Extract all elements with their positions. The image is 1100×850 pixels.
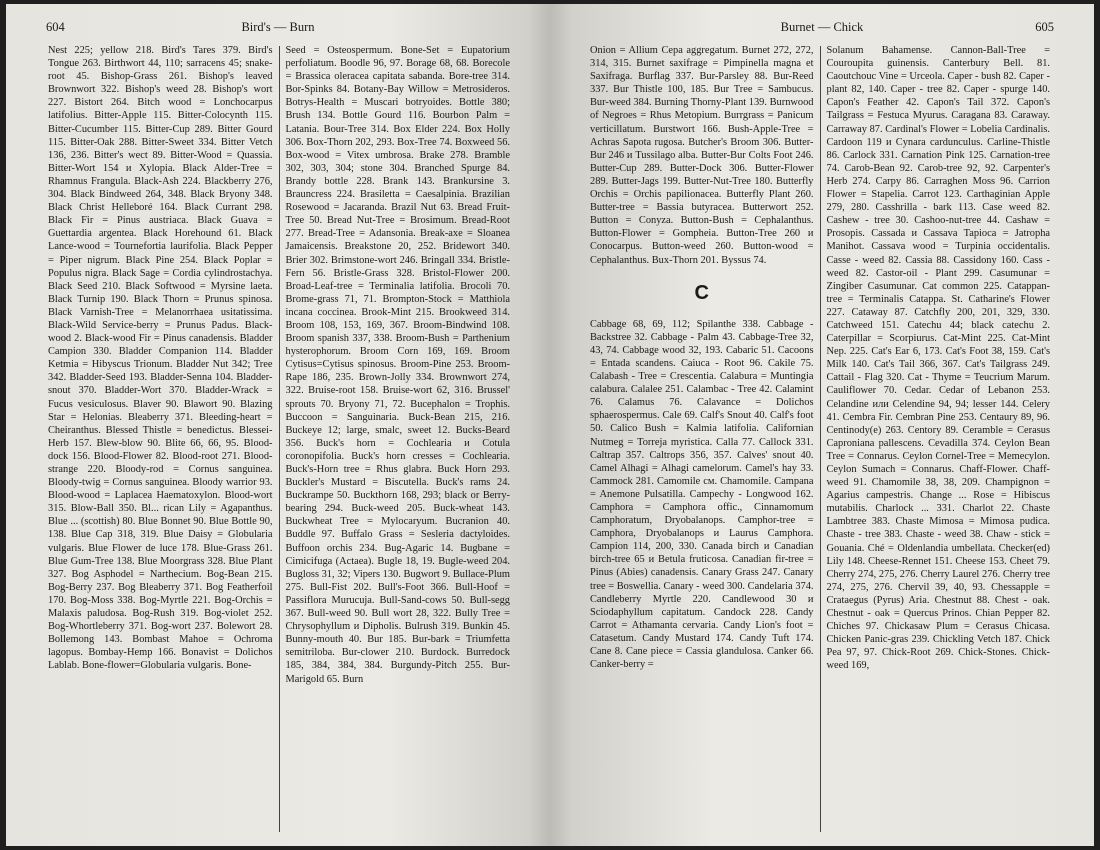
text-column: Seed = Osteospermum. Bone-Set = Eupatorium perfoliatum. Boodle 96, 97. Borage 68, 68. Borecole = Brassica oleracea capitata sabanda. Bore-tree 314. Bor-Spinks 84. Botany-Bay Willow = Metrosideros. Botrys-Health = Muscari botryoides. Bottle 380; Brush 134. Bottle Gourd 116. Bourbon Palm = Latania. Bour-Tree 314. Box Elder 224. Box Holly 306. Box-Thorn 202, 293. Box-Tree 74. Boxweed 56. Box-wood = Vitex umbrosa. Brake 278. Bramble 302, 303, 304; stone 304. Branched Spurge 84. Brandy bottle 228. Brank 143. Brankursine 3. Brauncress 224. Brasiletta = Caesalpinia. Brazilian Rosewood = Jacaranda. Brazil Nut 63. Bread Fruit-Tree 50. Bread Nut-Tree = Brosimum. Bread-Root 277. Bread-Tree = Adansonia. Break-axe = Sloanea Jamaicensis. Breakstone 20, 252. Bridewort 340. Brier 302. Brimstone-wort 246. Bringall 334. Bristle-Fern 56. Bristle-Grass 328. Bristol-Flower 200. Broad-Leaf-tree = Terminalia latifolia. Brocoli 70. Brome-grass 71, 71. Brompton-Stock = Matthiola incana coccinea. Brook-Mint 215. Brookweed 314. Broom 108, 153, 169, 367. Broom-Bindwind 108. Broom spanish 337, 338. Broom-Bush = Parthenium hysterophorum. Broom Corn 169, 169. Broom Cytisus=Cytisus spinosus. Broom-Pine 253. Broom-Rape 186, 235. Brown-Jolly 334. Brownwort 274, 322. Bruise-root 158. Bruise-wort 62, 316. Brussel' sprouts 70. Bryony 71, 72. Bucephalon = Trophis. Buccoon = Sanguinaria. Buck-Bean 215, 216. Buckeye 12; large, smalc, sweet 12. Bucks-Beard 356. Buck's horn = Cochlearia и Cotula coronopifolia. Buck's horn cresses = Cochlearia. Buck's-Horn tree = Rhus glabra. Buck Horn 293. Buckler's Mustard = Biscutella. Buck's rams 24. Buckrampe 50. Buckthorn 168, 293; black or Berry-bearing 294. Buck-weed 205. Buck-wheat 143. Buckwheat Tree = Mylocaryum. Bucranion 40. Buddle 97. Buffalo Grass = Sesleria dactyloides. Buffoon orchis 234. Bug-Agaric 14. Bugbane = Cimicifuga (Actaea). Bugle 18, 19. Bugle-weed 204. Bugloss 31, 32; Vipers 130. Bugwort 9. Bullace-Plum 275. Bull-Fist 202. Bull's-Foot 366. Bull-Hoof = Passiflora Murucuja. Bull-Sand-cows 50. Bull-segg 367. Bull-weed 90. Bull wort 28, 322. Bully Tree = Chrysophyllum и Dipholis. Bulrush 319. Bunkin 45. Bunny-mouth 40. Bur 185. Bur-bark = Triumfetta semitriloba. Bur-clower 210. Burdock. Burredock 185, 384, 384, 384. Burgundy-Pitch 255. Bur-Marigold 65. Burn xyxy=(285,45,510,685)
running-head: Bird's — Burn xyxy=(241,20,315,34)
left-page-columns xyxy=(44,44,514,832)
left-page-header xyxy=(46,20,510,36)
column-rule xyxy=(820,46,821,832)
right-page xyxy=(550,4,1094,846)
running-head: Burnet — Chick xyxy=(780,20,864,34)
entries-block: Cabbage 68, 69, 112; Spilanthe 338. Cabbage - Backstree 32. Cabbage - Palm 43. Cabbage-Tree 32, 43, 74. Cabbage wood 32, 193. Cabaric 51. Cacoons = Entada scandens. Caiuca - Root 96. Cakile 75. Calabash - Tree = Crescentia. Calabura = Muntingia calabura. Calalee 251. Calambac - Tree 42. Calamint 76. Calamus 76. Calavance = Dolichos sphaerospermus. Cale 69. Calf's Snout 40. Calf's foot 50. Calico Bush = Kalmia latifolia. Californian Nutmeg = Torreja myristica. Calla 77. Callock 331. Caltrap 357. Caltrops 356, 357. Calves' snout 40. Camel Alhagi = Alhagi camelorum. Camel's hay 33. Cammock 281. Camomile см. Chamomile. Campana = Anemone Pulsatilla. Campechy - Longwood 162. Camphora = Camphora offic., Cinnamomum Camphoratum, Dryobalanops. Camphor-tree = Camphora, Dryobalanops и Laurus Camphora. Campion 114, 200, 330. Canada birch и Canadian birch-tree 65 и Betula fruticosa. Canadian fir-tree = Pinus (Abies) canadensis. Canary Grass 247. Canary tree = Boswellia. Canary - weed 300. Candelaria 374. Candleberry Myrtle 220. Candlewood 30 и Sciodaphyllum capitatum. Candock 228. Candy Carrot = Athamanta cervaria. Candy Lion's foot = Catasetum. Candy Mustard 174. Candy Tuft 174. Cane 8. Cane piece = Cassia glandulosa. Canker 66. Canker-berry = xyxy=(590,318,814,671)
text-column: Solanum Bahamense. Cannon-Ball-Tree = Couroupita guinensis. Canterbury Bell. 81. Caoutchouc Vine = Urceola. Caper - bush 82. Caper - plant 82, 140. Caper - tree 82. Caper - spurge 140. Capon's Feather 42. Capon's Tail 372. Capon's Tailgrass = Festuca Myurus. Caragana 83. Caraway. Carraway 87. Cardinal's Flower = Lobelia Cardinalis. Cardoon 119 и Cynara cardunculus. Carline-Thistle 86. Carlock 331. Carnation Pink 125. Carnation-tree 74. Carob-Bean 92. Carob-tree 92, 92. Carpenter's Herb 274. Carpy 86. Carraghen Moss 96. Carrion Flower = Stapelia. Carrot 123. Carthaginian Apple 279, 280. Casshrilla - bark 113. Case weed 82. Cashew - tree 30. Cashoo-nut-tree 44. Cashaw = Prosopis. Cassada и Cassava Tapioca = Jatropha Manihot. Cassava wood = Turpinia occidentalis. Casse - weed 82. Cassia 88. Cassidony 160. Cass - weed 82. Castor-oil - Plant 299. Casumunar = Zingiber Casumunar. Cat common 225. Catappan-tree = Terminalis Catappa. St. Catharine's Flower 227. Cataway 87. Catchfly 200, 201, 329, 330. Catchweed 151. Catechu 44; black catechu 2. Caterpillar = Scorpiurus. Cat-Mint 225. Cat-Mint Nep. 225. Cat's Ear 6, 173. Cat's Foot 38, 159. Cat's Milk 140. Cat's Tail 366, 367. Cat's Tailgrass 249. Cattail - Flag 320. Cat - Thyme = Teucrium Marum. Cauliflower 70. Cedar. Cedar of Lebanon 253. Celandine или Celendine 94, 94; lesser 144. Celery 41. Cembra Fir. Cembran Pine 253. Centaury 89, 96. Centinody(e) 263. Centory 89. Ceramble = Cerasus Caproniana pallescens. Cevadilla 374. Ceylon Bean Tree = Connarus. Ceylon Cornel-Tree = Memecylon. Ceylon Sumach = Connarus. Chaff-Flower. Chaff-weed 91. Chamomile 38, 38, 209. Champignon = Agarius campestris. Change ... Rose = Hibiscus mutabilis. Charlock ... 331. Charlot 22. Chaste Lambtree 383. Chaste Mimosa = Mimosa pudica. Chaste - tree 383. Chaste - weed 38. Chaw - stick = Gouania. Ché = Oldenlandia umbellata. Checker(ed) Lily 148. Cheese-Rennet 151. Cheese 153. Cheet 79. Cherry 274, 275, 276. Cherry Laurel 276. Cherry tree 274, 275, 276. Chervil 39, 40, 93. Chessapple = Crataegus (Pyrus) Aria. Chestnut 88. Chest - oak. Chestnut - oak = Quercus Prinos. Chian Pepper 82. Chiches 97. Chickasaw Plum = Cerasus Chicasa. Chicken Panic-gras 239. Chickling Vetch 187. Chick Pea 97, 97. Chick-Root 269. Chick-Stones. Chick-weed 169, xyxy=(826,45,1050,672)
page-number: 605 xyxy=(1035,20,1054,34)
left-page xyxy=(6,4,550,846)
right-page-header xyxy=(590,20,1054,36)
text-column xyxy=(586,44,818,832)
section-heading: C xyxy=(694,281,709,304)
text-column: Nest 225; yellow 218. Bird's Tares 379. Bird's Tongue 263. Birthwort 44, 110; sarracens 45; snake-root 45. Bishop-Grass 261. Bishop's leaved Brownwort 322. Bishop's weed 28. Bishop's wort 227. Bistort 264. Bitch wood = Lonchocarpus latifolius. Bitter-Apple 115. Bitter-Colocynth 115. Bitter-Cucumber 115. Bitter-Cup 289. Bitter Gourd 115. Bitter-Oak 288. Bitter-Sweet 334. Bitter Vetch 136, 236. Bitter's wect 89. Bitter-Wood = Quassia. Bitter-Wort 154 и Xylopia. Black Alder-Tree = Rhamnus Frangula. Black-Ash 224. Blackberry 276, 304. Black Bindweed 264, 348. Black Bryony 348. Black Christ Helleboré 164. Black Currant 298. Black Fir = Pinus austriaca. Black Guava = Guettardia argentea. Black Horehound 61. Black Lance-wood = Tournefortia laurifolia. Black Pepper = Piper nigrum. Black Pine 254. Black Poplar = Populus nigra. Black Sage = Cordia cylindrostachya. Black Seed 210. Black Softwood = Myrsine laeta. Black Turnip 190. Black Thorn = Prunus spinosa. Black Varnish-Tree = Melanorrhaea usitatissima. Black-Wild Service-berry = Prunus Padus. Black-wood 2. Black-wood Fir = Pinus canadensis. Bladder Campion 330. Bladder Companion 114. Bladder Ketmia = Hibyscus Trionum. Bladder Nut 342; Tree 342. Bladder-Seed 193. Bladder-Senna 104. Bladder-snout 370. Bladder-Wort 370. Bladder-Wrack = Fucus vesiculosus. Blaver 90. Blawort 90. Blazing Star = Helonias. Bleaberry 371. Bleeding-heart = Cheiranthus. Blessed Thistle = benedictus. Blessei-Herb 157. Blew-blow 90. Blite 66, 66, 95. Blood-dock 156. Blood-Flower 82. Blood-root 271. Blood-strange 220. Bloody-rod = Cornus sanguinea. Bloody-twig = Cornus sanguinea. Bloody warrior 93. Blood-wood = Laplacea Haematoxylon. Blood-wort 315. Blow-Ball 350. Bl... rican Lily = Agapanthus. Blue ... (scottish) 80. Blue Bonnet 90. Blue Bottle 90, 138. Blue Cap 318, 319. Blue Daisy = Globularia vulgaris. Blue Flower de luce 178. Blue-Grass 261. Blue Gum-Tree 138. Blue Moorgrass 328. Blue Plant 327. Bog Asphodel = Narthecium. Bog-Bean 215. Bog-Berry 237. Bog Bleaberry 371. Bog Featherfoil 170. Bog-Moss 338. Bog-Myrtle 221. Bog-Orchis = Malaxis paludosa. Bog-Rush 319. Bog-violet 252. Bog-Whortleberry 371. Bog-wort 237. Bolewort 28. Bollemong 143. Bombast Mahoe = Ochroma lagopus. Bombay-Hemp 166. Bonavist = Dolichos Lablab. Bone-flower=Globularia vulgaris. Bone- xyxy=(48,45,273,672)
page-number: 604 xyxy=(46,20,65,34)
right-page-columns xyxy=(586,44,1054,832)
column-rule xyxy=(279,46,280,832)
book-spread xyxy=(6,4,1094,846)
entries-block: Onion = Allium Cepa aggregatum. Burnet 272, 272, 314, 315. Burnet saxifrage = Pimpinella magna et Saxifraga. Burflag 337. Bur-Parsley 88. Bur-Reed 337. Bur Thistle 100, 185. Bur Tree = Sambucus. Bur-weed 384. Burning Thorny-Plant 139. Burnwood of Negroes = Rhus Metopium. Burrgrass = Panicum verticillatum. Burstwort 166. Bush-Apple-Tree = Achras Sapota rugosa. Butcher's Broom 306. Butter-Bur 246 и Tussilago alba. Butter-Bur Colts Foot 246. Butter-Cup 289. Butter-Dock 306. Butter-Flower 289. Butter-Jags 199. Butter-Nut-Tree 180. Butterfly Orchis = Orchis papilionacea. Butterfly Plant 260. Butter-tree = Bassia butyracea. Butterwort 252. Button = Conyza. Button-Bush = Cephalanthus. Button-Flower = Gompheia. Button-Tree 260 и Conocarpus. Button-weed 260. Button-wood = Cephalanthus. Bux-Thorn 201. Byssus 74. xyxy=(590,45,814,266)
